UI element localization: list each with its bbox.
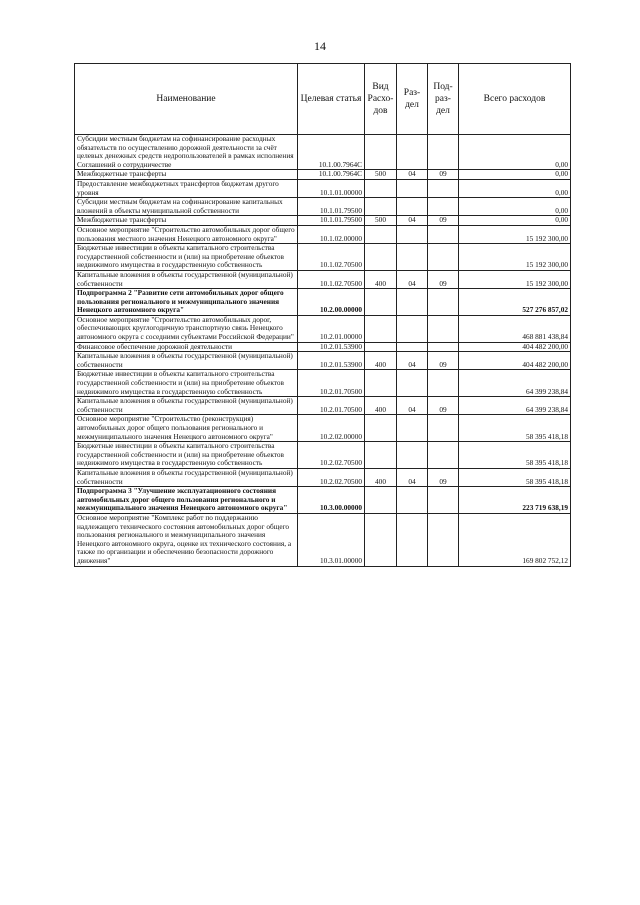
table-row bbox=[75, 397, 571, 415]
cell-section bbox=[397, 342, 428, 352]
cell-section bbox=[397, 179, 428, 197]
cell-total: 0,00 bbox=[459, 179, 571, 197]
cell-kind bbox=[365, 179, 397, 197]
cell-total: 64 399 238,84 bbox=[459, 397, 571, 415]
cell-article: 10.1.01.00000 bbox=[298, 179, 365, 197]
cell-kind: 400 bbox=[365, 270, 397, 288]
column-header-article: Целевая статья bbox=[298, 64, 365, 135]
column-header-subsection: Под-раз-дел bbox=[428, 64, 459, 135]
cell-total: 58 395 418,18 bbox=[459, 468, 571, 486]
cell-subsection bbox=[428, 315, 459, 342]
cell-kind: 400 bbox=[365, 352, 397, 370]
cell-section bbox=[397, 415, 428, 442]
cell-article: 10.1.00.7964C bbox=[298, 170, 365, 180]
cell-name: Бюджетные инвестиции в объекты капитального строительства государственной собственности и (или) на приобретение объектов недвижимого имущества в государственную собственность bbox=[75, 244, 298, 271]
cell-name: Капитальные вложения в объекты государственной (муниципальной) собственности bbox=[75, 270, 298, 288]
table-row bbox=[75, 315, 571, 342]
cell-name: Субсидии местным бюджетам на софинансирование расходных обязательств по осуществлению дорожной деятельности за счёт целевых денежных средств недропользователей в рамках исполнения Соглашений о сотрудничестве bbox=[75, 135, 298, 170]
cell-name: Субсидии местным бюджетам на софинансирование капитальных вложений в объекты муниципальной собственности bbox=[75, 198, 298, 216]
cell-total: 15 192 300,00 bbox=[459, 244, 571, 271]
budget-table bbox=[74, 63, 571, 567]
table-row bbox=[75, 289, 571, 316]
cell-kind bbox=[365, 342, 397, 352]
cell-name: Основное мероприятие "Строительство автомобильных дорог, обеспечивающих круглогодичную транспортную связь Ненецкого автономного округа с соседними субъектами Российской Федерации" bbox=[75, 315, 298, 342]
cell-article: 10.2.01.00000 bbox=[298, 315, 365, 342]
cell-kind: 500 bbox=[365, 170, 397, 180]
cell-name: Бюджетные инвестиции в объекты капитального строительства государственной собственности и (или) на приобретение объектов недвижимого имущества в государственную собственность bbox=[75, 442, 298, 469]
cell-total: 0,00 bbox=[459, 170, 571, 180]
cell-total: 0,00 bbox=[459, 135, 571, 170]
cell-section bbox=[397, 135, 428, 170]
table-row bbox=[75, 198, 571, 216]
cell-total: 15 192 300,00 bbox=[459, 270, 571, 288]
cell-kind bbox=[365, 370, 397, 397]
cell-subsection: 09 bbox=[428, 270, 459, 288]
cell-article: 10.2.02.00000 bbox=[298, 415, 365, 442]
table-body bbox=[75, 135, 571, 567]
cell-name: Финансовое обеспечение дорожной деятельности bbox=[75, 342, 298, 352]
cell-subsection bbox=[428, 135, 459, 170]
cell-subsection bbox=[428, 244, 459, 271]
table-row bbox=[75, 179, 571, 197]
cell-name: Подпрограмма 2 "Развитие сети автомобильных дорог общего пользования регионального и межмуниципального значения Ненецкого автономного округа" bbox=[75, 289, 298, 316]
cell-name: Бюджетные инвестиции в объекты капитального строительства государственной собственности и (или) на приобретение объектов недвижимого имущества в государственную собственность bbox=[75, 370, 298, 397]
cell-total: 404 482 200,00 bbox=[459, 342, 571, 352]
cell-subsection bbox=[428, 513, 459, 566]
cell-name: Основное мероприятие "Комплекс работ по поддержанию надлежащего технического состояния автомобильных дорог общего пользования регионального и межмуниципального значения Ненецкого автономного округа, оценке их технического состояния, а также по организации и обеспечению безопасности дорожного движения" bbox=[75, 513, 298, 566]
column-header-total: Всего расходов bbox=[459, 64, 571, 135]
table-row bbox=[75, 415, 571, 442]
cell-kind bbox=[365, 289, 397, 316]
cell-name: Межбюджетные трансферты bbox=[75, 216, 298, 226]
table-row bbox=[75, 370, 571, 397]
cell-kind bbox=[365, 198, 397, 216]
cell-subsection: 09 bbox=[428, 216, 459, 226]
cell-name: Капитальные вложения в объекты государственной (муниципальной) собственности bbox=[75, 468, 298, 486]
cell-article: 10.1.01.79500 bbox=[298, 216, 365, 226]
cell-name: Основное мероприятие "Строительство (реконструкция) автомобильных дорог общего пользования регионального и межмуниципального значения Ненецкого автономного округа" bbox=[75, 415, 298, 442]
table-header-row bbox=[75, 64, 571, 135]
cell-subsection bbox=[428, 370, 459, 397]
table-row bbox=[75, 513, 571, 566]
cell-kind bbox=[365, 244, 397, 271]
cell-kind bbox=[365, 135, 397, 170]
cell-article: 10.3.00.00000 bbox=[298, 487, 365, 514]
cell-total: 64 399 238,84 bbox=[459, 370, 571, 397]
cell-total: 468 881 438,84 bbox=[459, 315, 571, 342]
cell-section: 04 bbox=[397, 397, 428, 415]
cell-section: 04 bbox=[397, 270, 428, 288]
cell-article: 10.2.02.70500 bbox=[298, 468, 365, 486]
cell-subsection bbox=[428, 442, 459, 469]
cell-section bbox=[397, 487, 428, 514]
cell-subsection: 09 bbox=[428, 468, 459, 486]
cell-kind bbox=[365, 225, 397, 243]
column-header-name: Наименование bbox=[75, 64, 298, 135]
column-header-kind: Вид Расхо-дов bbox=[365, 64, 397, 135]
cell-name: Подпрограмма 3 "Улучшение эксплуатационного состояния автомобильных дорог общего пользования регионального и межмуниципального значения Ненецкого автономного округа" bbox=[75, 487, 298, 514]
cell-subsection bbox=[428, 198, 459, 216]
cell-total: 527 276 857,02 bbox=[459, 289, 571, 316]
cell-section bbox=[397, 442, 428, 469]
cell-total: 0,00 bbox=[459, 198, 571, 216]
cell-total: 169 802 752,12 bbox=[459, 513, 571, 566]
cell-article: 10.2.01.53900 bbox=[298, 342, 365, 352]
cell-section: 04 bbox=[397, 170, 428, 180]
cell-subsection: 09 bbox=[428, 397, 459, 415]
cell-name: Межбюджетные трансферты bbox=[75, 170, 298, 180]
cell-article: 10.2.02.70500 bbox=[298, 442, 365, 469]
table-row bbox=[75, 225, 571, 243]
cell-subsection bbox=[428, 342, 459, 352]
cell-total: 58 395 418,18 bbox=[459, 415, 571, 442]
cell-subsection bbox=[428, 487, 459, 514]
cell-name: Капитальные вложения в объекты государственной (муниципальной) собственности bbox=[75, 352, 298, 370]
cell-section bbox=[397, 370, 428, 397]
cell-name: Капитальные вложения в объекты государственной (муниципальной) собственности bbox=[75, 397, 298, 415]
cell-kind bbox=[365, 315, 397, 342]
cell-section bbox=[397, 225, 428, 243]
table-row bbox=[75, 352, 571, 370]
cell-article: 10.1.02.00000 bbox=[298, 225, 365, 243]
cell-article: 10.2.00.00000 bbox=[298, 289, 365, 316]
cell-subsection: 09 bbox=[428, 170, 459, 180]
cell-subsection: 09 bbox=[428, 352, 459, 370]
table-row bbox=[75, 270, 571, 288]
cell-article: 10.2.01.53900 bbox=[298, 352, 365, 370]
table-row bbox=[75, 442, 571, 469]
cell-article: 10.1.00.7964C bbox=[298, 135, 365, 170]
cell-total: 0,00 bbox=[459, 216, 571, 226]
cell-total: 404 482 200,00 bbox=[459, 352, 571, 370]
cell-section bbox=[397, 513, 428, 566]
cell-subsection bbox=[428, 415, 459, 442]
cell-article: 10.1.02.70500 bbox=[298, 270, 365, 288]
cell-kind bbox=[365, 513, 397, 566]
table-row bbox=[75, 468, 571, 486]
cell-kind bbox=[365, 487, 397, 514]
cell-section bbox=[397, 244, 428, 271]
cell-section bbox=[397, 198, 428, 216]
cell-article: 10.3.01.00000 bbox=[298, 513, 365, 566]
cell-subsection bbox=[428, 179, 459, 197]
cell-article: 10.2.01.70500 bbox=[298, 370, 365, 397]
cell-kind: 400 bbox=[365, 397, 397, 415]
table-row bbox=[75, 135, 571, 170]
cell-kind bbox=[365, 442, 397, 469]
cell-section bbox=[397, 289, 428, 316]
cell-article: 10.1.02.70500 bbox=[298, 244, 365, 271]
cell-section: 04 bbox=[397, 216, 428, 226]
cell-section bbox=[397, 315, 428, 342]
cell-kind: 400 bbox=[365, 468, 397, 486]
cell-name: Предоставление межбюджетных трансфертов бюджетам другого уровня bbox=[75, 179, 298, 197]
cell-section: 04 bbox=[397, 468, 428, 486]
cell-total: 15 192 300,00 bbox=[459, 225, 571, 243]
cell-article: 10.2.01.70500 bbox=[298, 397, 365, 415]
cell-total: 58 395 418,18 bbox=[459, 442, 571, 469]
table-row bbox=[75, 244, 571, 271]
page-number: 14 bbox=[314, 39, 326, 53]
cell-name: Основное мероприятие "Строительство автомобильных дорог общего пользования местного значения Ненецкого автономного округа" bbox=[75, 225, 298, 243]
cell-section: 04 bbox=[397, 352, 428, 370]
cell-total: 223 719 638,19 bbox=[459, 487, 571, 514]
table-row bbox=[75, 487, 571, 514]
cell-article: 10.1.01.79500 bbox=[298, 198, 365, 216]
cell-kind: 500 bbox=[365, 216, 397, 226]
table-row bbox=[75, 216, 571, 226]
column-header-section: Раз-дел bbox=[397, 64, 428, 135]
cell-subsection bbox=[428, 225, 459, 243]
cell-kind bbox=[365, 415, 397, 442]
cell-subsection bbox=[428, 289, 459, 316]
